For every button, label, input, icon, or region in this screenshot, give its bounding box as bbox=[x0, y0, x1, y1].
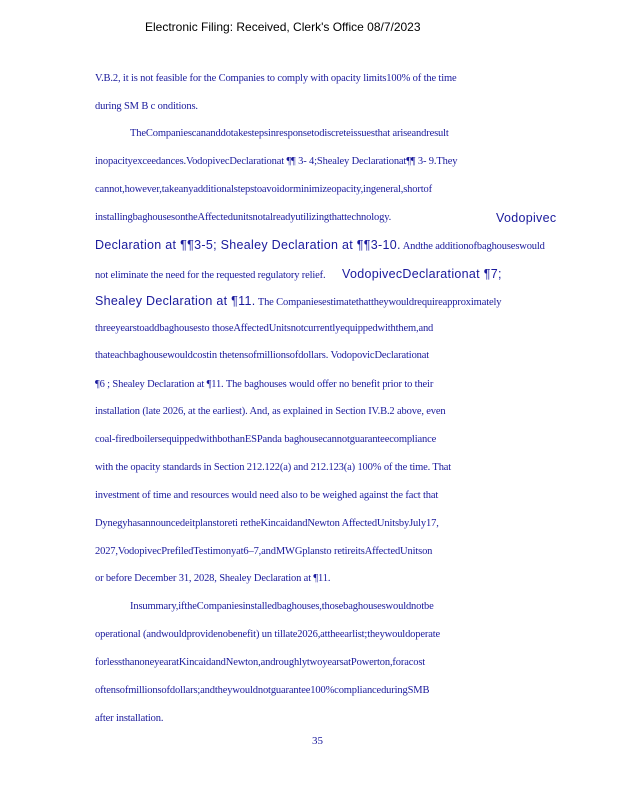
declaration-reference: Declaration at ¶¶3-5; Shealey Declaration at ¶¶3-10. bbox=[95, 238, 401, 252]
text-line: TheCompaniescananddotakestepsinresponsetodiscreteissuesthat ariseandresult bbox=[130, 128, 449, 139]
declaration-reference: VodopivecDeclarationat ¶7; bbox=[342, 267, 502, 281]
filing-stamp-header: Electronic Filing: Received, Clerk's Office 08/7/2023 bbox=[145, 20, 421, 34]
text-line bbox=[95, 238, 545, 252]
text-line: Insummary,iftheCompaniesinstalledbaghouses,thosebaghouseswouldnotbe bbox=[130, 601, 434, 612]
text-line: inopacityexceedances.VodopivecDeclarationat ¶¶ 3- 4;Shealey Declarationat¶¶ 3- 9.They bbox=[95, 156, 458, 167]
text-line: threeyearstoaddbaghousesto thoseAffectedUnitsnotcurrentlyequippedwiththem,and bbox=[95, 323, 434, 334]
text-segment: The Companiesestimatethattheywouldrequireapproximately bbox=[257, 297, 502, 308]
text-line bbox=[95, 267, 502, 281]
text-line: 2027,VodopivecPrefiledTestimonyat6–7,andMWGplansto retireitsAffectedUnitson bbox=[95, 546, 433, 557]
text-line: installation (late 2026, at the earliest). And, as explained in Section IV.B.2 above, even bbox=[95, 406, 446, 417]
text-line: coal-firedboilersequippedwithbothanESPanda baghousecannotguaranteecompliance bbox=[95, 434, 437, 445]
text-line bbox=[95, 212, 391, 223]
page-number: 35 bbox=[312, 735, 323, 747]
text-segment: not eliminate the need for the requested regulatory relief. bbox=[95, 270, 326, 281]
text-line: V.B.2, it is not feasible for the Companies to comply with opacity limits100% of the time bbox=[95, 73, 457, 84]
text-line: after installation. bbox=[95, 713, 164, 724]
text-line bbox=[95, 294, 501, 308]
text-line: or before December 31, 2028, Shealey Declaration at ¶11. bbox=[95, 573, 331, 584]
text-line: cannot,however,takeanyadditionalstepstoavoidorminimizeopacity,ingeneral,shortof bbox=[95, 184, 432, 195]
text-segment: Andthe additionofbaghouseswould bbox=[402, 241, 545, 252]
text-line: ¶6 ; Shealey Declaration at ¶11. The baghouses would offer no benefit prior to their bbox=[95, 379, 434, 390]
text-line: oftensofmillionsofdollars;andtheywouldnotguarantee100%complianceduringSMB bbox=[95, 685, 430, 696]
text-line: during SM B c onditions. bbox=[95, 101, 198, 112]
text-line: thateachbaghousewouldcostin thetensofmillionsofdollars. VodopovicDeclarationat bbox=[95, 350, 430, 361]
text-line: forlessthanoneyearatKincaidandNewton,androughlytwoyearsatPowerton,foracost bbox=[95, 657, 426, 668]
text-segment: installingbaghousesontheAffectedunitsnotalreadyutilizingthattechnology. bbox=[95, 212, 392, 223]
text-line: investment of time and resources would need also to be weighed against the fact that bbox=[95, 490, 439, 501]
text-line: with the opacity standards in Section 212.122(a) and 212.123(a) 100% of the time. That bbox=[95, 462, 452, 473]
declaration-reference: Shealey Declaration at ¶11. bbox=[95, 294, 256, 308]
text-line: operational (andwouldprovidenobenefit) un tillate2026,attheearlist;theywouldoperate bbox=[95, 629, 441, 640]
text-line: Dynegyhasannouncedeitplanstoreti retheKincaidandNewton AffectedUnitsbyJuly17, bbox=[95, 518, 439, 529]
declaration-reference: Vodopivec bbox=[496, 211, 557, 225]
